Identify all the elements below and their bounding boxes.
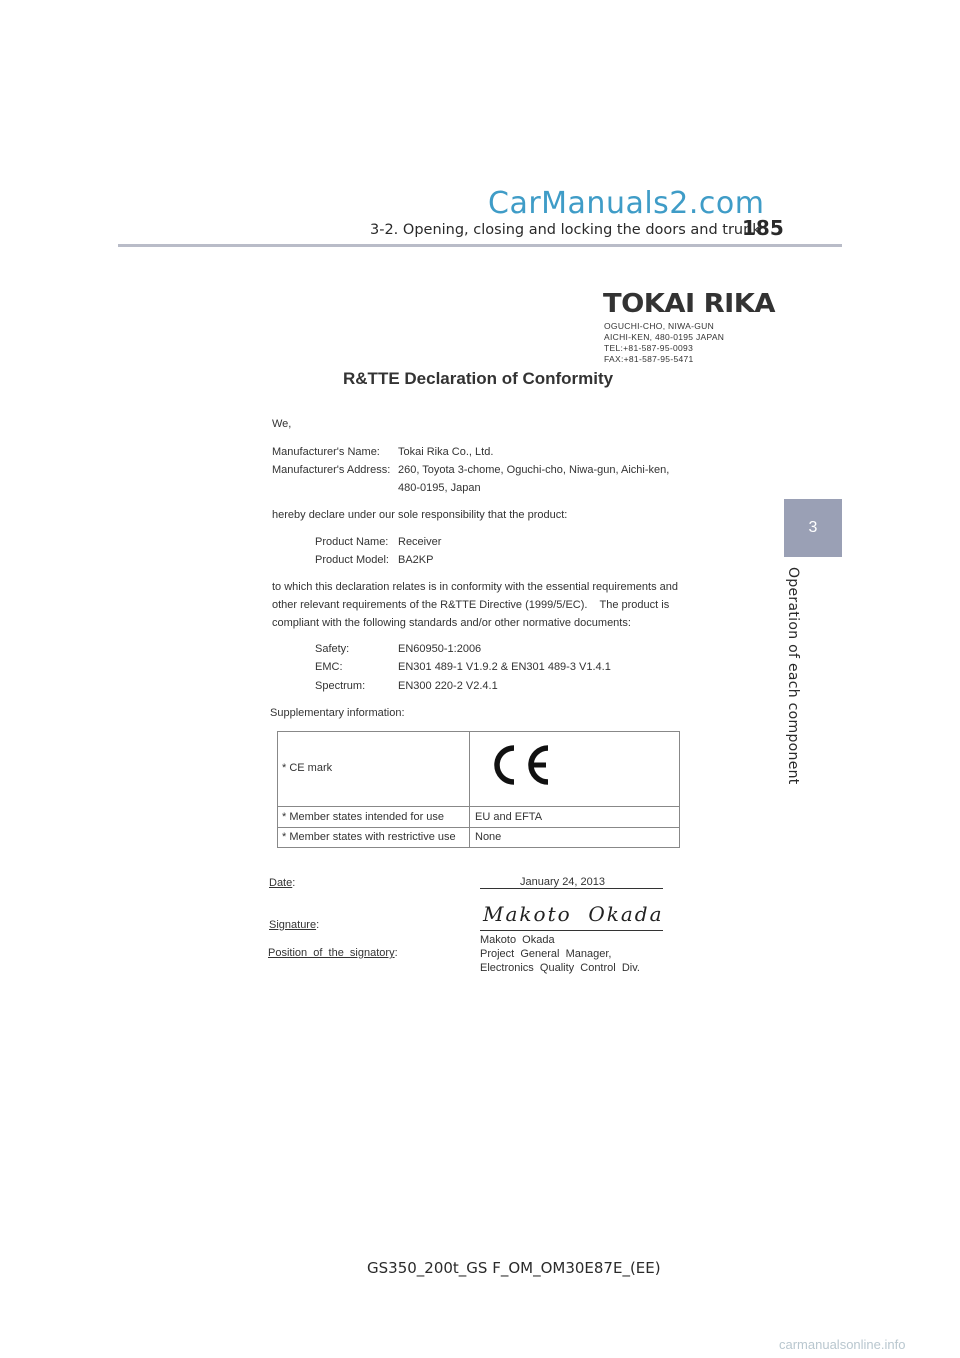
table-column-divider [469, 731, 470, 848]
tokai-rika-logo: TOKAI RIKA [603, 289, 775, 319]
spectrum-label: Spectrum: [315, 680, 366, 692]
chapter-tab: 3 [784, 499, 842, 557]
product-model: BA2KP [398, 554, 434, 566]
date-value: January 24, 2013 [520, 876, 606, 888]
member-restrictive-value: None [475, 831, 502, 843]
address-line-2: AICHI-KEN, 480-0195 JAPAN [604, 332, 725, 342]
declaration-title: R&TTE Declaration of Conformity [343, 369, 614, 388]
signature-line [480, 930, 663, 931]
manufacturer-address-label: Manufacturer's Address: [272, 464, 391, 476]
safety-standard: EN60950-1:2006 [398, 643, 482, 655]
signatory-name: Makoto Okada [480, 934, 555, 946]
manufacturer-name-label: Manufacturer's Name: [272, 446, 380, 458]
page-number: 185 [742, 216, 784, 240]
table-row-divider [277, 827, 680, 828]
ce-mark-label: * CE mark [282, 762, 333, 774]
conformity-line-2: other relevant requirements of the R&TTE Directive (1999/5/EC). The product is [272, 599, 670, 611]
signature-label: Signature: [269, 919, 320, 931]
hereby-text: hereby declare under our sole responsibility that the product: [272, 509, 568, 521]
date-label: Date: [269, 877, 296, 889]
signatory-title-1: Project General Manager, [480, 948, 612, 960]
header-rule [118, 244, 842, 247]
member-restrictive-label: * Member states with restrictive use [282, 831, 456, 843]
we-text: We, [272, 418, 292, 430]
signature-label-text: Signature [269, 919, 317, 931]
safety-label: Safety: [315, 643, 350, 655]
date-line [480, 888, 663, 889]
table-row-divider [277, 806, 680, 807]
manufacturer-name: Tokai Rika Co., Ltd. [398, 446, 494, 458]
position-label-text: Position of the signatory [268, 947, 395, 959]
supplementary-label: Supplementary information: [270, 707, 405, 719]
spectrum-standard: EN300 220-2 V2.4.1 [398, 680, 498, 692]
chapter-label: Operation of each component [785, 567, 801, 785]
member-intended-label: * Member states intended for use [282, 811, 445, 823]
conformity-line-3: compliant with the following standards and/or other normative documents: [272, 617, 631, 629]
product-name: Receiver [398, 536, 442, 548]
emc-standard: EN301 489-1 V1.9.2 & EN301 489-3 V1.4.1 [398, 661, 611, 673]
position-label: Position of the signatory: [268, 947, 398, 959]
manufacturer-address-line-1: 260, Toyota 3-chome, Oguchi-cho, Niwa-gun, Aichi-ken, [398, 464, 670, 476]
emc-label: EMC: [315, 661, 343, 673]
handwritten-signature: Makoto Okada [483, 902, 664, 926]
signatory-title-2: Electronics Quality Control Div. [480, 962, 640, 974]
product-name-label: Product Name: [315, 536, 389, 548]
section-title: 3-2. Opening, closing and locking the doors and trunk [370, 222, 761, 238]
member-intended-value: EU and EFTA [475, 811, 543, 823]
address-line-3: TEL:+81-587-95-0093 [604, 343, 694, 353]
manual-code: GS350_200t_GS F_OM_OM30E87E_(EE) [367, 1259, 661, 1277]
address-line-1: OGUCHI-CHO, NIWA-GUN [604, 321, 715, 331]
address-line-4: FAX:+81-587-95-5471 [604, 354, 694, 364]
watermark-top: CarManuals2.com [488, 186, 765, 221]
ce-mark-icon [486, 742, 552, 788]
conformity-line-1: to which this declaration relates is in conformity with the essential requirements and [272, 581, 678, 593]
manufacturer-address-line-2: 480-0195, Japan [398, 482, 481, 494]
product-model-label: Product Model: [315, 554, 389, 566]
date-label-text: Date [269, 877, 293, 889]
watermark-bottom: carmanualsonline.info [779, 1337, 906, 1352]
